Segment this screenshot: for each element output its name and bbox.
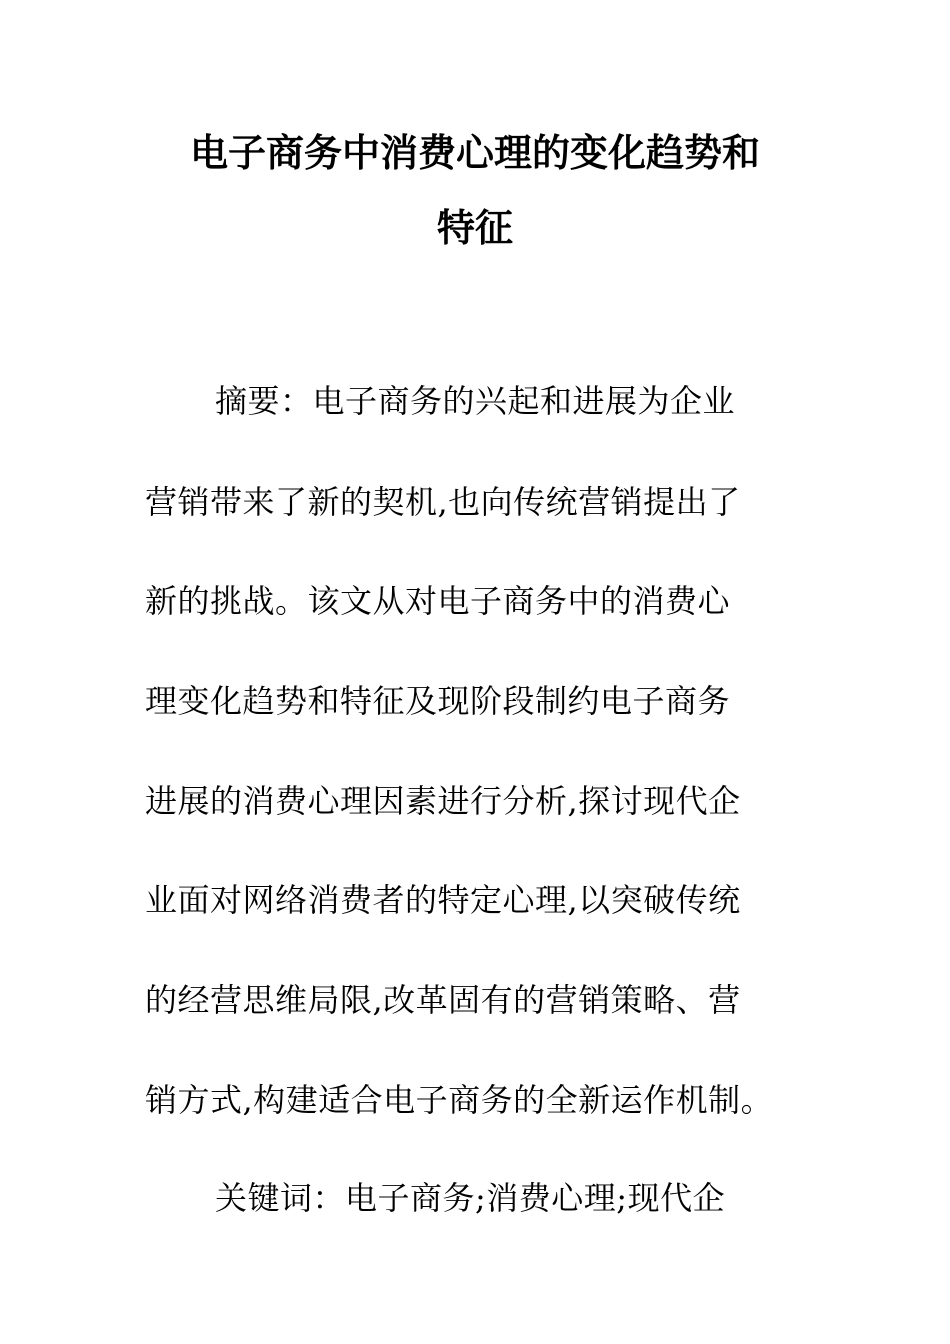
abstract-line-2: 营销带来了新的契机,也向传统营销提出了 — [145, 483, 741, 521]
abstract-line-1: 摘要：电子商务的兴起和进展为企业 — [215, 382, 736, 420]
abstract-line-7: 的经营思维局限,改革固有的营销策略、营 — [145, 981, 741, 1019]
keywords-line: 关键词：电子商务;消费心理;现代企 — [215, 1179, 726, 1217]
abstract-line-4: 理变化趋势和特征及现阶段制约电子商务 — [145, 682, 731, 720]
document-title-line-1: 电子商务中消费心理的变化趋势和 — [189, 131, 760, 175]
abstract-line-8: 销方式,构建适合电子商务的全新运作机制。 — [145, 1081, 774, 1119]
abstract-line-5: 进展的消费心理因素进行分析,探讨现代企 — [145, 782, 741, 820]
document-title-line-2: 特征 — [436, 206, 513, 250]
abstract-line-3: 新的挑战。该文从对电子商务中的消费心 — [145, 582, 731, 620]
abstract-line-6: 业面对网络消费者的特定心理,以突破传统 — [145, 881, 741, 919]
